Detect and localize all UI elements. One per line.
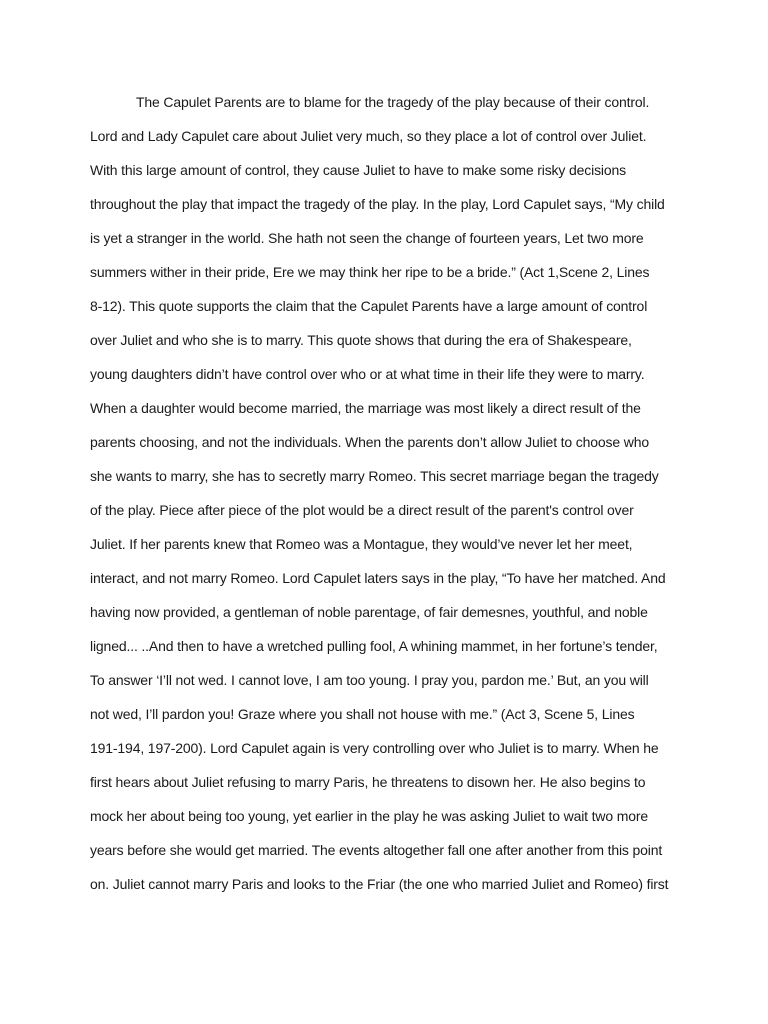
essay-paragraph: [90, 90, 690, 906]
text-line: Juliet. If her parents knew that Romeo was a Montague, they would’ve never let her meet,: [90, 536, 633, 552]
text-line: 191-194, 197-200). Lord Capulet again is very controlling over who Juliet is to marry. When he: [90, 740, 659, 756]
text-line: 8-12). This quote supports the claim that the Capulet Parents have a large amount of control: [90, 298, 648, 314]
text-line: is yet a stranger in the world. She hath not seen the change of fourteen years, Let two more: [90, 230, 644, 246]
text-line: having now provided, a gentleman of noble parentage, of fair demesnes, youthful, and noble: [90, 604, 648, 620]
text-line: of the play. Piece after piece of the plot would be a direct result of the parent's control over: [90, 502, 634, 518]
text-line: With this large amount of control, they cause Juliet to have to make some risky decisions: [90, 162, 627, 178]
text-line: mock her about being too young, yet earlier in the play he was asking Juliet to wait two more: [90, 808, 649, 824]
text-line: throughout the play that impact the tragedy of the play. In the play, Lord Capulet says, “My child: [90, 196, 665, 212]
text-line: over Juliet and who she is to marry. This quote shows that during the era of Shakespeare,: [90, 332, 632, 348]
text-line: ligned... ..And then to have a wretched pulling fool, A whining mammet, in her fortune’s tender,: [90, 638, 658, 654]
text-line: on. Juliet cannot marry Paris and looks to the Friar (the one who married Juliet and Romeo) first: [90, 876, 669, 892]
text-line: years before she would get married. The events altogether fall one after another from this point: [90, 842, 663, 858]
text-line: interact, and not marry Romeo. Lord Capulet laters says in the play, “To have her matched. And: [90, 570, 666, 586]
text-line: summers wither in their pride, Ere we may think her ripe to be a bride.” (Act 1,Scene 2, Lines: [90, 264, 650, 280]
text-line: To answer ‘I’ll not wed. I cannot love, I am too young. I pray you, pardon me.’ But, an you will: [90, 672, 649, 688]
text-line: When a daughter would become married, the marriage was most likely a direct result of the: [90, 400, 641, 416]
text-line: she wants to marry, she has to secretly marry Romeo. This secret marriage began the tragedy: [90, 468, 659, 484]
text-line: Lord and Lady Capulet care about Juliet very much, so they place a lot of control over Juliet.: [90, 128, 647, 144]
text-line: parents choosing, and not the individuals. When the parents don’t allow Juliet to choose who: [90, 434, 650, 450]
text-line: The Capulet Parents are to blame for the tragedy of the play because of their control.: [136, 94, 650, 110]
text-line: young daughters didn’t have control over who or at what time in their life they were to marry.: [90, 366, 645, 382]
text-line: first hears about Juliet refusing to marry Paris, he threatens to disown her. He also begins to: [90, 774, 646, 790]
text-line: not wed, I’ll pardon you! Graze where you shall not house with me.” (Act 3, Scene 5, Lines: [90, 706, 635, 722]
